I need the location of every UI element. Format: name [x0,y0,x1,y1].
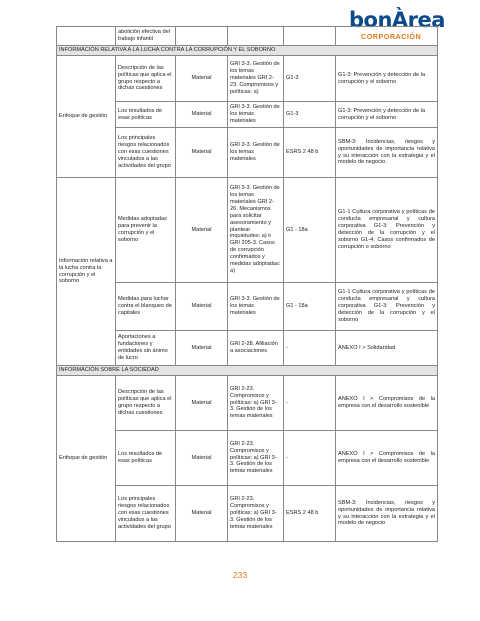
indicator-cell: G1-3: Prevención y detección de la corrupción y el soborno [336,56,438,102]
gri-cell: GRI 2-23. Compromisos y políticas: a) GRI 3-3. Gestión de los temas materiales [228,486,284,542]
materiality-cell: Material [176,376,228,431]
requirement-cell: Medidas adoptadas para prevenir la corrupción y el soborno [116,178,176,283]
indicator-cell: G1-1 Cultura corporativa y políticas de conducta empresarial y cultura corporativa G1-3: Prevención y detección de la corrupción y el soborno [336,283,438,331]
indicator-cell: SBM-3: Incidencias, riesgos y oportunidades de importancia relativa y su interacción con la estrategia y el modelo de negocio [336,486,438,542]
section-header-row [57,366,438,376]
esrs-cell: G1 - 18a [284,178,336,283]
esrs-cell: - [284,331,336,366]
group-label: Enfoque de gestión [57,376,116,542]
requirement-cell: Los principales riesgos relacionados con esas cuestiones vinculados a las actividades del grupo [116,486,176,542]
requirement-cell: Los resultados de esas políticas [116,102,176,128]
materiality-cell: Material [176,178,228,283]
empty-cell [176,27,228,46]
table-row [57,178,438,283]
esrs-cell: ESRS 2 48 b [284,128,336,178]
section-title-corruption: INFORMACIÓN RELATIVA A LA LUCHA CONTRA LA CORRUPCIÓN Y EL SOBORNO [57,46,438,56]
materiality-cell: Material [176,283,228,331]
empty-cell [336,27,438,46]
empty-cell [57,27,116,46]
logo-subtitle: CORPORACIÓN [361,32,422,41]
section-header-row [57,46,438,56]
indicator-cell: ANEXO I > Solidaridad [336,331,438,366]
esrs-cell: - [284,431,336,486]
esrs-cell: G1-3 [284,56,336,102]
gri-cell: GRI 3-3. Gestión de los temas materiales [228,102,284,128]
materiality-cell: Material [176,331,228,366]
empty-cell [284,27,336,46]
requirement-cell: Los resultados de esas políticas [116,431,176,486]
table-row [57,27,438,46]
materiality-cell: Material [176,128,228,178]
requirement-cell: Descripción de las políticas que aplica el grupo respecto a dichas cuestiones [116,56,176,102]
indicator-cell: G1-3: Prevención y detección de la corrupción y el soborno [336,102,438,128]
gri-cell: GRI 3-3. Gestión de los temas materiales GRI 2-23. Compromisos y políticas: a) [228,56,284,102]
logo-wordmark: bonÀrea [349,8,445,32]
requirement-cell: Descripción de las políticas que aplica el grupo respecto a dichas cuestiones [116,376,176,431]
esrs-cell: G1-3 [284,102,336,128]
indicator-cell: G1-1 Cultura corporativa y políticas de conducta empresarial y cultura corporativa G1-3: Prevención y detección de la corrupción y el soborno G1-4: Casos confirmados de corrupción o soborno [336,178,438,283]
gri-cell: GRI 2-23. Compromisos y políticas: a) GRI 3-3. Gestión de los temas materiales [228,376,284,431]
esrs-cell: G1 - 18a [284,283,336,331]
gri-cell: GRI 2-28. Afiliación a asociaciones [228,331,284,366]
requirement-cell: Medidas para luchar contra el blanqueo de capitales [116,283,176,331]
table-row [57,56,438,102]
indicator-cell: ANEXO I > Compromisos de la empresa con el desarrollo sostenible [336,431,438,486]
requirement-cell: abolición efectiva del trabajo infantil [116,27,176,46]
group-label: Información relativa a la lucha contra la corrupción y el soborno [57,178,116,366]
materiality-cell: Material [176,56,228,102]
gri-index-table [56,26,438,542]
esrs-cell: ESRS 2 48 b [284,486,336,542]
section-title-society: INFORMACIÓN SOBRE LA SOCIEDAD [57,366,438,376]
materiality-cell: Material [176,486,228,542]
page-number: 233 [232,570,248,580]
gri-cell: GRI 3-3. Gestión de los temas materiales [228,283,284,331]
gri-cell: GRI 2-23. Compromisos y políticas: a) GRI 3-3. Gestión de los temas materiales [228,431,284,486]
materiality-cell: Material [176,431,228,486]
gri-cell: GRI 3-3. Gestión de los temas materiales GRI 2-26. Mecanismos para solicitar asesoramiento y plantear inquietudes: a) ii GRI 205-3. Casos de corrupción confirmados y medidas adoptadas: a) [228,178,284,283]
group-label: Enfoque de gestión [57,56,116,178]
requirement-cell: Aportaciones a fundaciones y entidades sin ánimo de lucro [116,331,176,366]
table-row [57,376,438,431]
materiality-cell: Material [176,102,228,128]
esrs-cell: - [284,376,336,431]
indicator-cell: SBM-3: Incidencias, riesgos y oportunidades de importancia relativa y su interacción con la estrategia y el modelo de negocio. [336,128,438,178]
indicator-cell: ANEXO I > Compromisos de la empresa con el desarrollo sostenible [336,376,438,431]
requirement-cell: Los principales riesgos relacionados con esas cuestiones vinculados a las actividades del grupo [116,128,176,178]
gri-cell: GRI 3-3. Gestión de los temas materiales [228,128,284,178]
empty-cell [228,27,284,46]
